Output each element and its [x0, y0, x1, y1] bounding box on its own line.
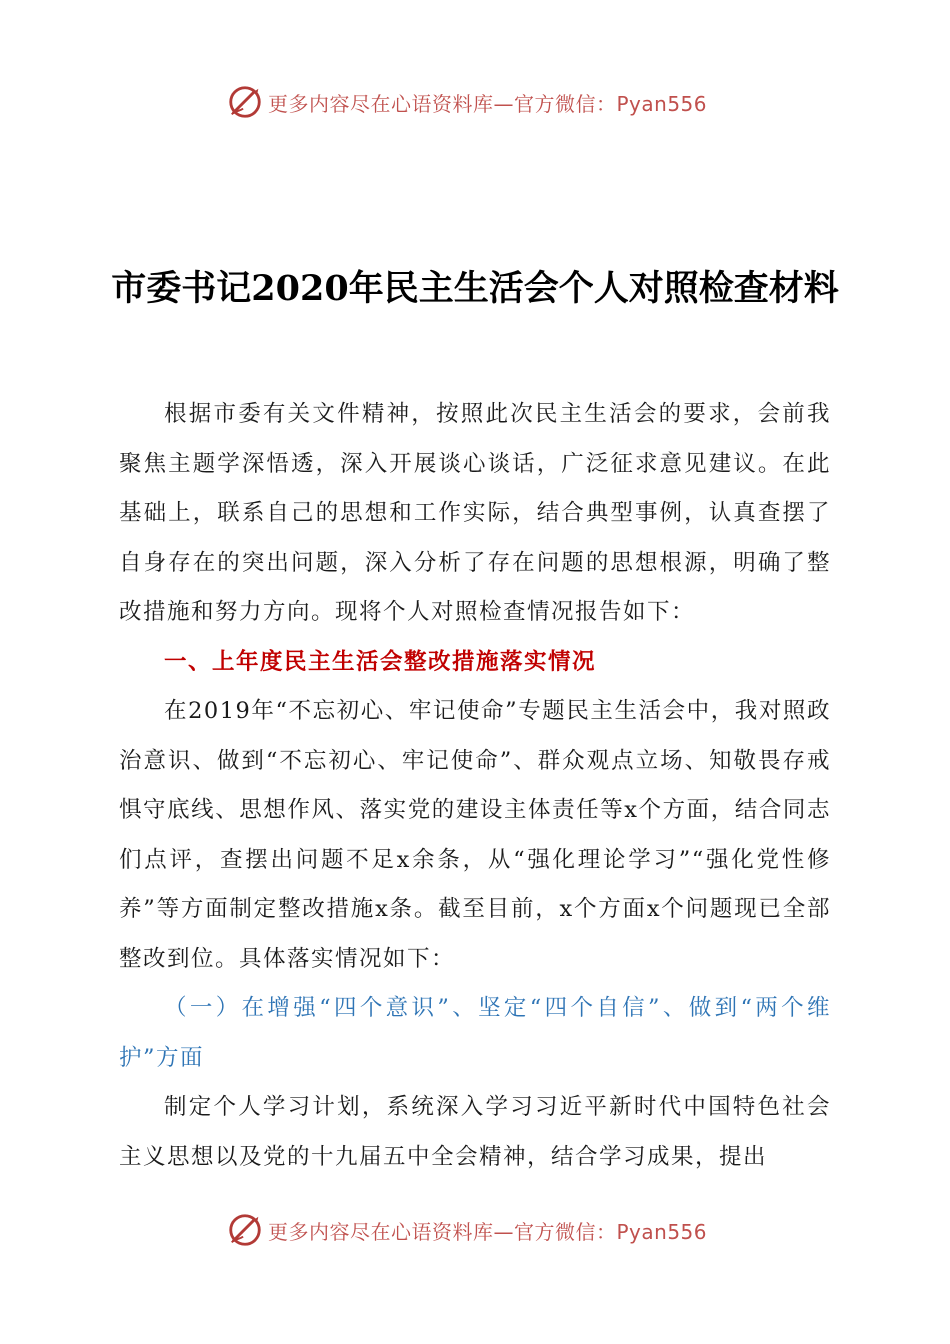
intro-paragraph: 根据市委有关文件精神，按照此次民主生活会的要求，会前我聚焦主题学深悟透，深入开展谈心谈话，广泛征求意见建议。在此基础上，联系自己的思想和工作实际，结合典型事例，认真查摆了自身存在的突出问题，深入分析了存在问题的思想根源，明确了整改措施和努力方向。现将个人对照检查情况报告如下：	[119, 401, 831, 625]
document-body	[119, 390, 831, 1182]
body-paragraph: 在2019年“不忘初心、牢记使命”专题民主生活会中，我对照政治意识、做到“不忘初心、牢记使命”、群众观点立场、知敬畏存戒惧守底线、思想作风、落实党的建设主体责任等x个方面，结合同志们点评，查摆出问题不足x余条，从“强化理论学习”“强化党性修养”等方面制定整改措施x条。截至目前，x个方面x个问题现已全部整改到位。具体落实情况如下：	[119, 698, 831, 972]
header-watermark	[226, 82, 707, 122]
body-paragraph-continued: 制定个人学习计划，系统深入学习习近平新时代中国特色社会主义思想以及党的十九届五中全会精神，结合学习成果，提出	[119, 1094, 831, 1170]
subsection-heading-1: （一）在增强“四个意识”、坚定“四个自信”、做到“两个维护”方面	[119, 995, 831, 1071]
watermark-text: 更多内容尽在心语资料库—官方微信：Pyan556	[268, 91, 708, 116]
document-title: 市委书记2020年民主生活会个人对照检查材料	[111, 268, 839, 309]
pen-circle-logo-icon	[226, 1211, 264, 1249]
pen-circle-logo-icon	[226, 83, 264, 121]
watermark-text: 更多内容尽在心语资料库—官方微信：Pyan556	[268, 1219, 708, 1244]
section-heading-1: 一、上年度民主生活会整改措施落实情况	[164, 648, 597, 675]
footer-watermark	[226, 1210, 707, 1250]
